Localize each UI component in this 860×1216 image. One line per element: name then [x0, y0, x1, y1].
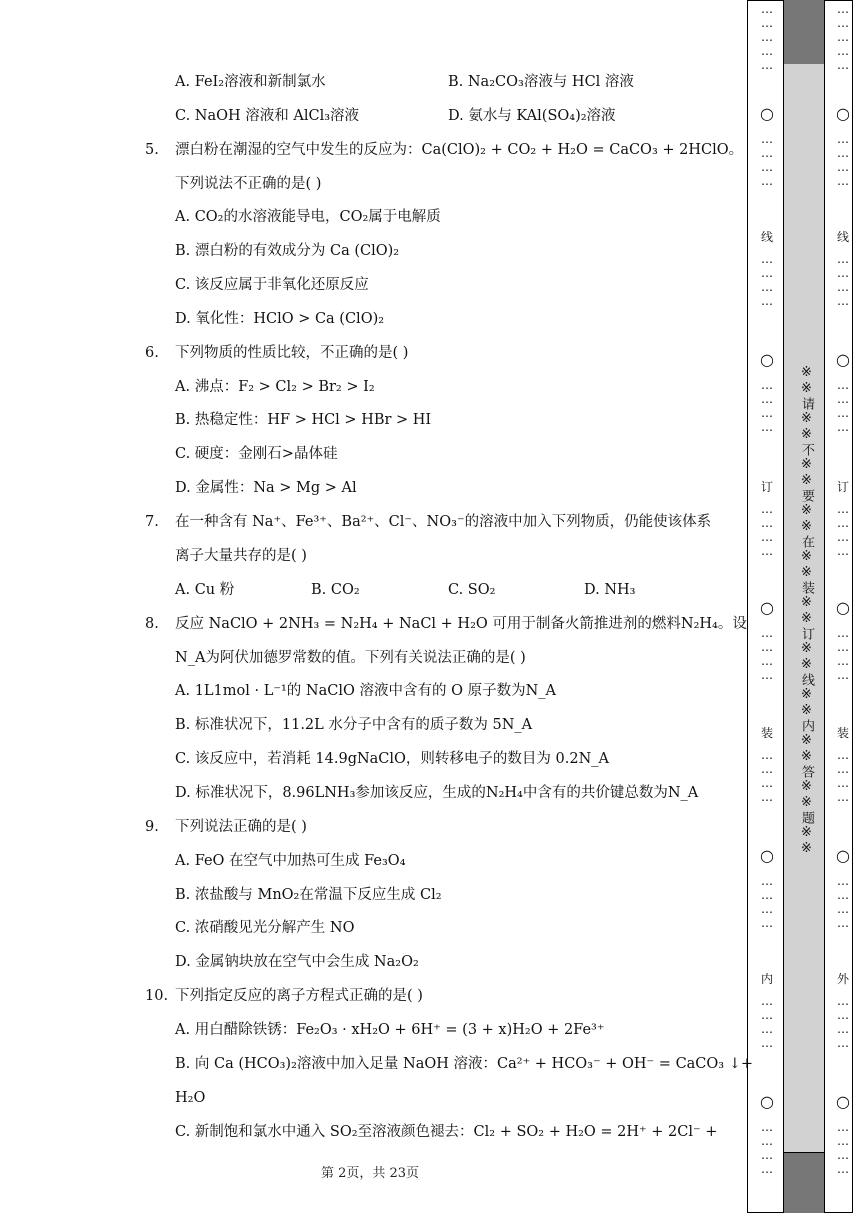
q6-option-a: A. 沸点：F₂ > Cl₂ > Br₂ > I₂ [175, 379, 375, 395]
q6-stem-text: 下列物质的性质比较，不正确的是( ) [175, 345, 409, 361]
binding-label-xian: 线 [836, 230, 849, 244]
q7-option-a: A. Cu 粉 [175, 582, 235, 598]
binding-label-xian: 线 [760, 230, 773, 244]
binding-warning-text: ※※请※※不※※要※※在※※装※※订※※线※※内※※答※※题※※ [799, 365, 814, 857]
circle-marker: ○ [836, 350, 850, 369]
dots: … … … … [761, 994, 773, 1050]
q10-option-b-line2: H₂O [175, 1090, 206, 1106]
dots: … … … … [761, 874, 773, 930]
q9-stem-text: 下列说法正确的是( ) [175, 819, 307, 835]
binding-label-zhuang: 装 [836, 726, 849, 740]
q8-number: 8. [145, 616, 159, 632]
q10-stem-text: 下列指定反应的离子方程式正确的是( ) [175, 988, 423, 1004]
circle-marker: ○ [760, 1092, 774, 1111]
q6-option-c: C. 硬度：金刚石>晶体硅 [175, 446, 338, 462]
dots: … … … … [761, 748, 773, 804]
q7-option-b: B. CO₂ [311, 582, 360, 598]
dots: … … … … [837, 132, 849, 188]
circle-marker: ○ [760, 350, 774, 369]
q8-option-c: C. 该反应中，若消耗 14.9gNaClO，则转移电子的数目为 0.2N_A [175, 751, 610, 767]
q5-stem-line1: 漂白粉在潮湿的空气中发生的反应为：Ca(ClO)₂ + CO₂ + H₂O = CaCO₃ + 2HClO。 [175, 142, 744, 158]
q8-option-a: A. 1L1mol · L⁻¹的 NaClO 溶液中含有的 O 原子数为N_A [175, 683, 556, 699]
q4-option-d: D. 氨水与 KAl(SO₄)₂溶液 [448, 108, 616, 124]
q8-option-d: D. 标准状况下，8.96LNH₃参加该反应，生成的N₂H₄中含有的共价键总数为N_A [175, 785, 699, 801]
q7-number: 7. [145, 514, 159, 530]
binding-label-nei: 内 [760, 972, 773, 986]
q8-stem-line2: N_A为阿伏加德罗常数的值。下列有关说法正确的是( ) [175, 650, 526, 666]
dots: … … … … [761, 252, 773, 308]
q10-option-a: A. 用白醋除铁锈：Fe₂O₃ · xH₂O + 6H⁺ = (3 + x)H₂O + 2Fe³⁺ [175, 1022, 605, 1038]
q4-option-a: A. FeI₂溶液和新制氯水 [175, 74, 326, 90]
dots: … … … … [837, 378, 849, 434]
dots: … … … … [837, 874, 849, 930]
q9-option-a: A. FeO 在空气中加热可生成 Fe₃O₄ [175, 853, 406, 869]
dots: … … … … [761, 502, 773, 558]
dots: … … … … [837, 994, 849, 1050]
binding-label-ding: 订 [760, 480, 773, 494]
dots: … … … … [837, 1120, 849, 1176]
binding-label-ding: 订 [836, 480, 849, 494]
q4-option-b: B. Na₂CO₃溶液与 HCl 溶液 [448, 74, 634, 90]
binding-right-column [828, 0, 858, 1216]
q7-option-d: D. NH₃ [584, 582, 636, 598]
circle-marker: ○ [836, 598, 850, 617]
dots: … … … … [837, 748, 849, 804]
circle-marker: ○ [836, 1092, 850, 1111]
dots: … … … … [837, 252, 849, 308]
dots: … … … … [761, 1120, 773, 1176]
dots: … … … … [837, 502, 849, 558]
binding-strip-bottom-block [783, 1152, 825, 1213]
dots: … … … … [761, 132, 773, 188]
q9-option-c: C. 浓硝酸见光分解产生 NO [175, 920, 355, 936]
binding-label-wai: 外 [836, 972, 849, 986]
dots: … … … … … [761, 2, 773, 72]
binding-strip-top-block [783, 0, 825, 64]
q9-option-b: B. 浓盐酸与 MnO₂在常温下反应生成 Cl₂ [175, 887, 442, 903]
q4-option-c: C. NaOH 溶液和 AlCl₃溶液 [175, 108, 360, 124]
q7-stem-line2: 离子大量共存的是( ) [175, 548, 307, 564]
q5-stem-line2: 下列说法不正确的是( ) [175, 176, 322, 192]
q9-number: 9. [145, 819, 159, 835]
q7-stem-line1: 在一种含有 Na⁺、Fe³⁺、Ba²⁺、Cl⁻、NO₃⁻的溶液中加入下列物质，仍能使该体系 [175, 514, 712, 530]
dots: … … … … [837, 626, 849, 682]
circle-marker: ○ [836, 104, 850, 123]
dots: … … … … … [837, 2, 849, 72]
circle-marker: ○ [760, 104, 774, 123]
q6-option-d: D. 金属性：Na > Mg > Al [175, 480, 357, 496]
q6-option-b: B. 热稳定性：HF > HCl > HBr > HI [175, 412, 432, 428]
q8-stem-line1: 反应 NaClO + 2NH₃ = N₂H₄ + NaCl + H₂O 可用于制备火箭推进剂的燃料N₂H₄。设 [175, 616, 747, 632]
q5-option-b: B. 漂白粉的有效成分为 Ca (ClO)₂ [175, 243, 400, 259]
q8-option-b: B. 标准状况下，11.2L 水分子中含有的质子数为 5N_A [175, 717, 533, 733]
q10-number: 10. [145, 988, 169, 1004]
circle-marker: ○ [836, 846, 850, 865]
q9-option-d: D. 金属钠块放在空气中会生成 Na₂O₂ [175, 954, 419, 970]
q10-option-c: C. 新制饱和氯水中通入 SO₂至溶液颜色褪去：Cl₂ + SO₂ + H₂O = 2H⁺ + 2Cl⁻ + [175, 1124, 718, 1140]
q6-number: 6. [145, 345, 159, 361]
circle-marker: ○ [760, 598, 774, 617]
dots: … … … … [761, 626, 773, 682]
q5-option-c: C. 该反应属于非氧化还原反应 [175, 277, 369, 293]
q5-number: 5. [145, 142, 159, 158]
q7-option-c: C. SO₂ [448, 582, 496, 598]
circle-marker: ○ [760, 846, 774, 865]
dots: … … … … [761, 378, 773, 434]
q5-option-d: D. 氧化性：HClO > Ca (ClO)₂ [175, 311, 385, 327]
binding-label-zhuang: 装 [760, 726, 773, 740]
q5-option-a: A. CO₂的水溶液能导电，CO₂属于电解质 [175, 209, 441, 225]
q10-option-b-line1: B. 向 Ca (HCO₃)₂溶液中加入足量 NaOH 溶液：Ca²⁺ + HCO₃⁻ + OH⁻ = CaCO₃ ↓+ [175, 1056, 754, 1072]
binding-left-column [752, 0, 782, 1216]
page-footer: 第 2页，共 23页 [320, 1166, 420, 1181]
